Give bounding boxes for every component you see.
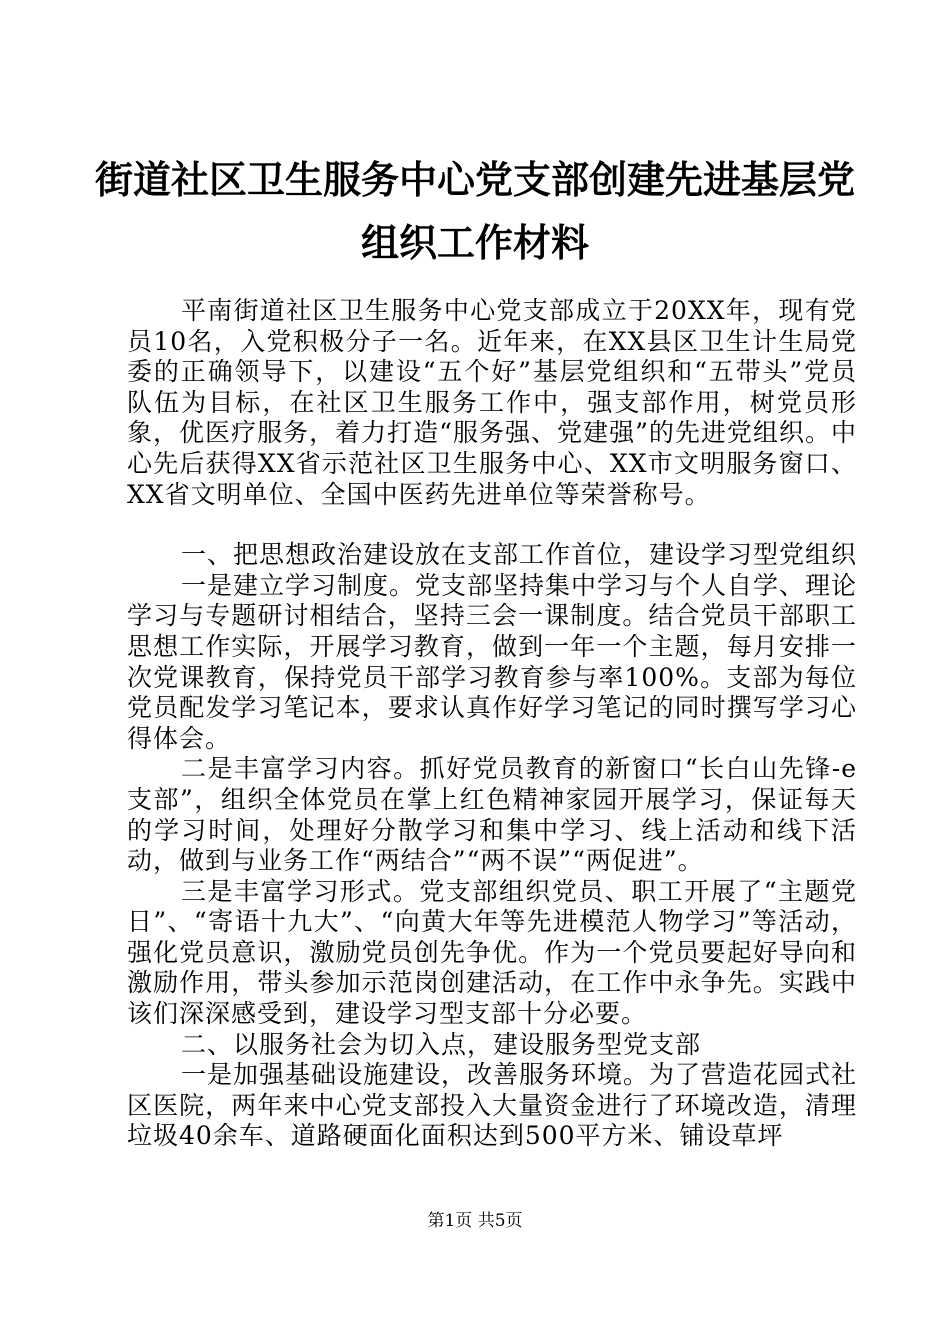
document-title-line-1: 街道社区卫生服务中心党支部创建先进基层党: [95, 158, 856, 202]
document-body: [127, 296, 857, 1152]
page-footer: 第1页 共5页: [427, 1211, 523, 1231]
section-heading-2: 二、以服务社会为切入点，建设服务型党支部: [181, 1029, 702, 1059]
section-heading-1: 一、把思想政治建设放在支部工作首位，建设学习型党组织: [181, 540, 858, 570]
body-paragraph: 二是丰富学习内容。抓好党员教育的新窗口“长白山先锋-e支部”，组织全体党员在掌上红色精神家园开展学习，保证每天的学习时间，处理好分散学习和集中学习、线上活动和线下活动，做到与业务工作“两结合”“两不误”“两促进”。: [127, 754, 857, 876]
body-paragraph: 三是丰富学习形式。党支部组织党员、职工开展了“主题党日”、“寄语十九大”、“向黄大年等先进模范人物学习”等活动，强化党员意识，激励党员创先争优。作为一个党员要起好导向和激励作用，带头参加示范岗创建活动，在工作中永争先。实践中该们深深感受到，建设学习型支部十分必要。: [127, 876, 857, 1029]
body-paragraph: 一是建立学习制度。党支部坚持集中学习与个人自学、理论学习与专题研讨相结合，坚持三会一课制度。结合党员干部职工思想工作实际，开展学习教育，做到一年一个主题，每月安排一次党课教育，保持党员干部学习教育参与率100%。支部为每位党员配发学习笔记本，要求认真作好学习笔记的同时撰写学习心得体会。: [127, 570, 858, 753]
body-paragraph: 一是加强基础设施建设，改善服务环境。为了营造花园式社区医院，两年来中心党支部投入大量资金进行了环境改造，清理垃圾40余车、道路硬面化面积达到500平方米、铺设草坪: [127, 1060, 858, 1151]
intro-paragraph: 平南街道社区卫生服务中心党支部成立于20XX年，现有党员10名，入党积极分子一名。近年来，在XX县区卫生计生局党委的正确领导下，以建设“五个好”基层党组织和“五带头”党员队伍为目标，在社区卫生服务工作中，强支部作用，树党员形象，优医疗服务，着力打造“服务强、党建强”的先进党组织。中心先后获得XX省示范社区卫生服务中心、XX市文明服务窗口、XX省文明单位、全国中医药先进单位等荣誉称号。: [127, 296, 857, 509]
document-title-line-2: 组织工作材料: [360, 221, 589, 265]
